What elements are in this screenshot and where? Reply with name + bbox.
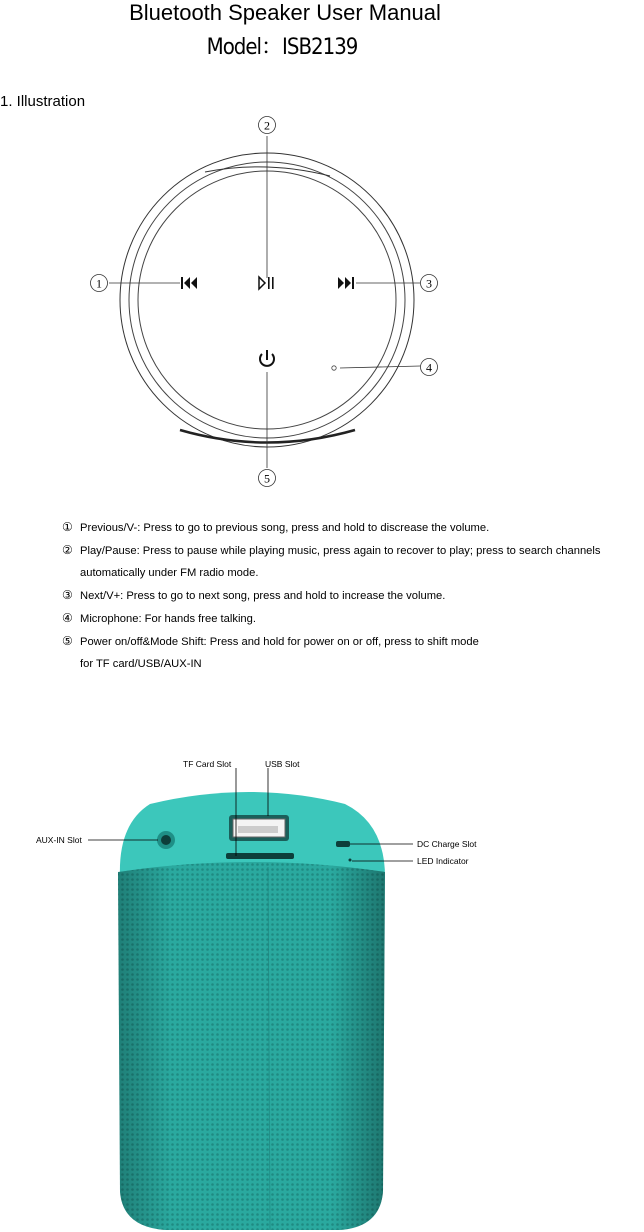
callout-3 (421, 275, 438, 292)
svg-text:1: 1 (96, 276, 102, 291)
section-heading: 1. Illustration (0, 93, 86, 110)
power-icon (260, 350, 274, 366)
aux-in-port (157, 831, 175, 849)
speaker-side-view (0, 752, 644, 1232)
next-icon (338, 277, 354, 289)
svg-text:4: 4 (426, 360, 432, 375)
dc-charge-port (336, 841, 350, 847)
note-item: ④ Microphone: For hands free talking. (62, 611, 256, 625)
model-number: Model：ISB2139 (206, 35, 358, 60)
callout-4 (421, 359, 438, 376)
play-pause-icon (259, 277, 274, 289)
note-item: ① Previous/V-: Press to go to previous song, press and hold to discrease the volume. (62, 520, 490, 534)
note-item: ③ Next/V+: Press to go to next song, press and hold to increase the volume. (62, 588, 446, 602)
note-continuation: for TF card/USB/AUX-IN (80, 658, 202, 670)
label-usb-slot: USB Slot (265, 759, 300, 769)
label-led-indicator: LED Indicator (417, 856, 469, 866)
callout-1 (91, 275, 108, 292)
callout-2 (259, 117, 276, 134)
function-notes (62, 516, 601, 675)
led-indicator (349, 859, 352, 862)
top-view-diagram (0, 110, 644, 500)
svg-text:3: 3 (426, 276, 432, 291)
label-dc-charge-slot: DC Charge Slot (417, 839, 477, 849)
note-continuation: automatically under FM radio mode. (80, 567, 259, 579)
microphone-icon (332, 366, 336, 370)
callout-5 (259, 470, 276, 487)
usb-port (229, 815, 289, 841)
label-tf-card-slot: TF Card Slot (183, 759, 232, 769)
svg-text:5: 5 (264, 471, 270, 486)
previous-icon (181, 277, 197, 289)
note-item: ⑤ Power on/off&Mode Shift: Press and hold for power on or off, press to shift mode (62, 634, 479, 648)
note-item: ② Play/Pause: Press to pause while playing music, press again to recover to play; press to search channels (62, 543, 601, 557)
document-title: Bluetooth Speaker User Manual (129, 0, 441, 25)
label-aux-in-slot: AUX-IN Slot (36, 835, 82, 845)
svg-text:2: 2 (264, 118, 270, 133)
